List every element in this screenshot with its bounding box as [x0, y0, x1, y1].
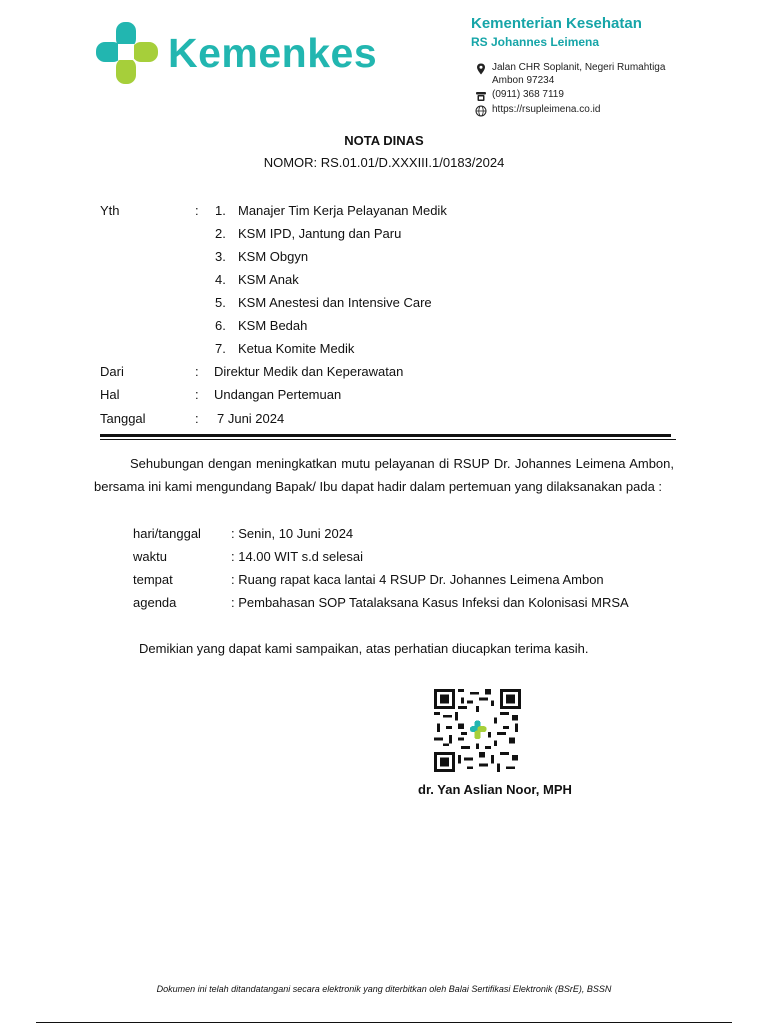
- detail-label: waktu: [133, 549, 167, 564]
- detail-value: : 14.00 WIT s.d selesai: [231, 549, 363, 564]
- address-line-2: Ambon 97234: [492, 75, 555, 86]
- globe-icon: [475, 104, 487, 116]
- footer-note: Dokumen ini telah ditandatangani secara elektronik yang diterbitkan oleh Balai Sertifikasi Elektronik (BSrE), BSSN: [156, 984, 612, 994]
- website-link[interactable]: https://rsupleimena.co.id: [492, 104, 601, 115]
- address-line-1: Jalan CHR Soplanit, Negeri Rumahtiga: [492, 62, 666, 73]
- kemenkes-logo-icon: [94, 20, 160, 86]
- subject-separator: :: [195, 387, 199, 402]
- from-value: Direktur Medik dan Keperawatan: [214, 364, 404, 379]
- date-label: Tanggal: [100, 411, 146, 426]
- header-divider-thin: [100, 439, 676, 440]
- recipient-item: KSM Bedah: [238, 318, 308, 333]
- recipient-item: Ketua Komite Medik: [238, 341, 355, 356]
- recipients-label: Yth: [100, 203, 120, 218]
- recipient-number: 6.: [215, 318, 226, 333]
- detail-label: tempat: [133, 572, 173, 587]
- detail-value: : Ruang rapat kaca lantai 4 RSUP Dr. Johannes Leimena Ambon: [231, 572, 604, 587]
- from-separator: :: [195, 364, 199, 379]
- subject-value: Undangan Pertemuan: [214, 387, 342, 402]
- detail-value: : Pembahasan SOP Tatalaksana Kasus Infeksi dan Kolonisasi MRSA: [231, 595, 629, 610]
- recipient-number: 3.: [215, 249, 226, 264]
- recipient-item: KSM Anak: [238, 272, 299, 287]
- ministry-name: Kementerian Kesehatan: [471, 15, 642, 32]
- phone-icon: [475, 89, 487, 101]
- intro-text: Sehubungan dengan meningkatkan mutu pelayanan di RSUP Dr. Johannes Leimena Ambon, bersama ini kami mengundang Bapak/ Ibu dapat hadir dalam pertemuan yang dilaksanakan pada :: [94, 456, 674, 494]
- signer-name: dr. Yan Aslian Noor, MPH: [418, 782, 572, 797]
- header-divider-thick: [100, 434, 671, 437]
- closing-text: Demikian yang dapat kami sampaikan, atas perhatian diucapkan terima kasih.: [139, 641, 589, 656]
- recipient-number: 2.: [215, 226, 226, 241]
- detail-value: : Senin, 10 Juni 2024: [231, 526, 354, 541]
- document-number: NOMOR: RS.01.01/D.XXXIII.1/0183/2024: [263, 155, 505, 170]
- detail-label: agenda: [133, 595, 177, 610]
- from-label: Dari: [100, 364, 124, 379]
- footer-divider: [36, 1022, 732, 1023]
- date-value: 7 Juni 2024: [217, 411, 285, 426]
- recipient-item: Manajer Tim Kerja Pelayanan Medik: [238, 203, 447, 218]
- recipient-item: KSM Anestesi dan Intensive Care: [238, 295, 432, 310]
- recipient-item: KSM Obgyn: [238, 249, 309, 264]
- recipients-separator: :: [195, 203, 199, 218]
- phone-number: (0911) 368 7119: [492, 89, 564, 100]
- intro-paragraph: [94, 452, 674, 498]
- detail-label: hari/tanggal: [133, 526, 201, 541]
- qr-code-icon: [434, 689, 521, 772]
- document-title: NOTA DINAS: [344, 133, 424, 148]
- recipient-item: KSM IPD, Jantung dan Paru: [238, 226, 402, 241]
- hospital-name: RS Johannes Leimena: [471, 35, 600, 49]
- subject-label: Hal: [100, 387, 120, 402]
- brand-wordmark: Kemenkes: [168, 30, 378, 76]
- date-separator: :: [195, 411, 199, 426]
- recipient-number: 7.: [215, 341, 226, 356]
- recipient-number: 4.: [215, 272, 226, 287]
- location-pin-icon: [475, 62, 487, 74]
- recipient-number: 5.: [215, 295, 226, 310]
- recipient-number: 1.: [215, 203, 226, 218]
